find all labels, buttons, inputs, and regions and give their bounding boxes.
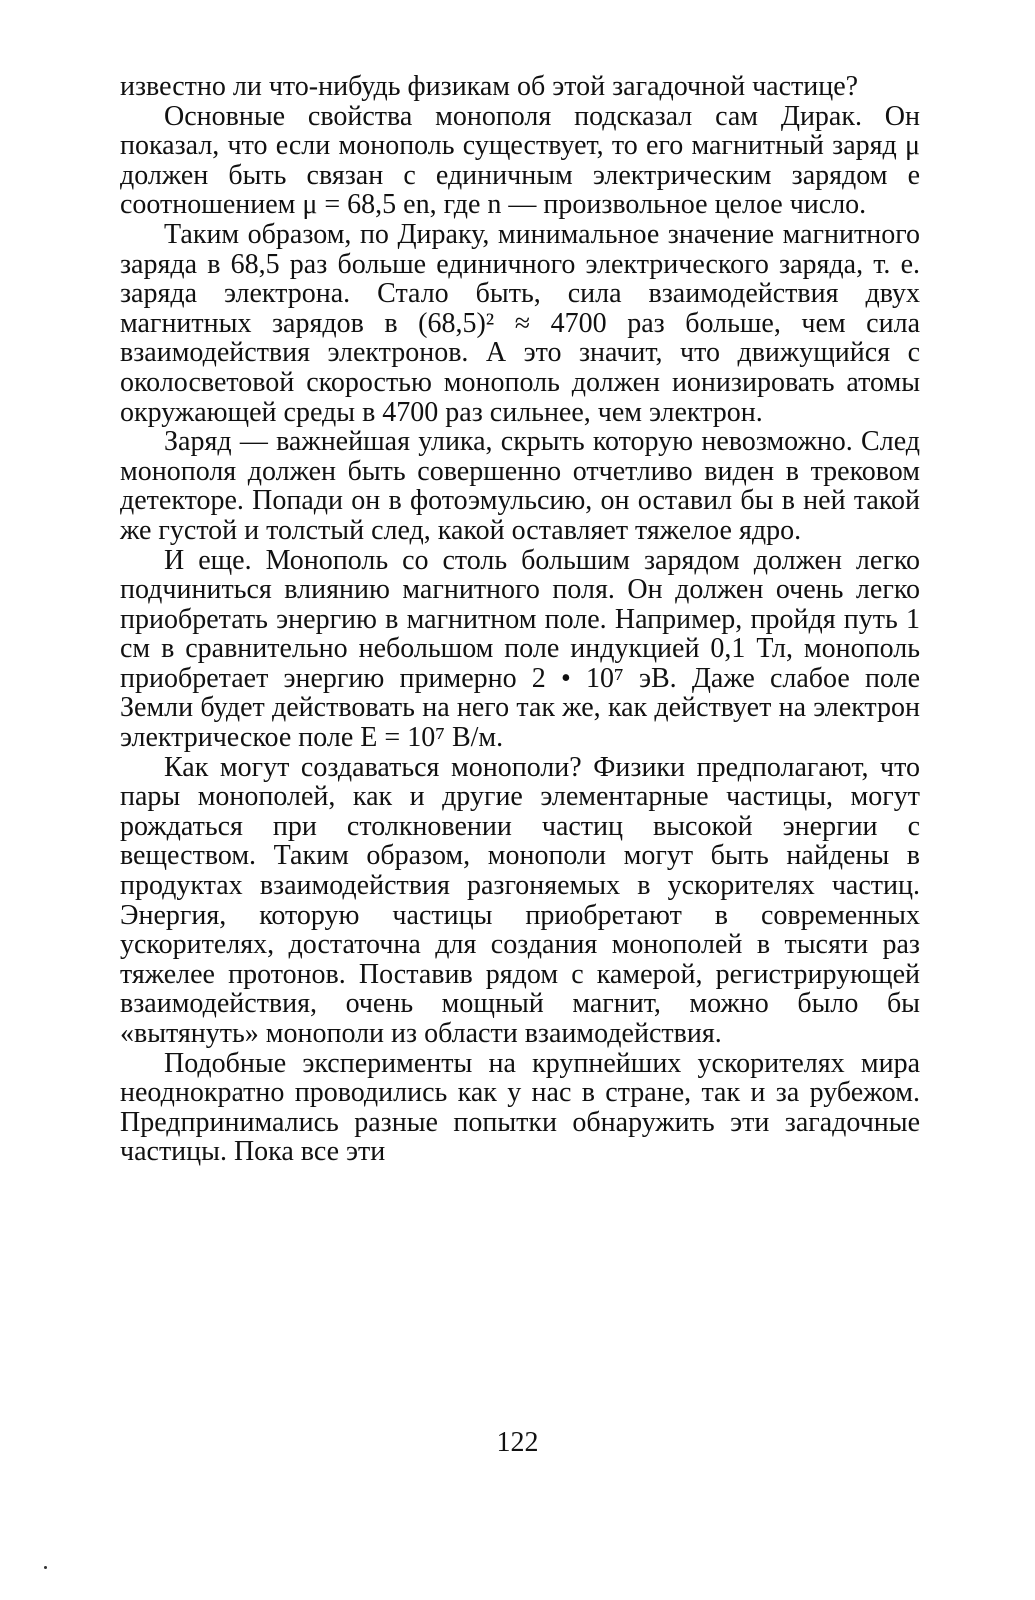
page-number: 122 (496, 1427, 539, 1458)
paragraph-charge-evidence: Заряд — важнейшая улика, скрыть которую невозможно. След монополя должен быть совершенно отчетливо виден в трековом детекторе. Попади он в фотоэмульсию, он оставил бы в ней такой же густой и толстый след, какой оставляет тяжелое ядро. (120, 426, 920, 546)
page-body (120, 72, 920, 1167)
paragraph-experiments: Подобные эксперименты на крупнейших ускорителях мира неоднократно проводились как у нас в стране, так и за рубежом. Предпринимались разные попытки обнаружить эти загадочные частицы. Пока все эти (120, 1047, 920, 1168)
paragraph-magnetic-charge: Таким образом, по Дираку, минимальное значение магнитного заряда в 68,5 раз больше единичного электрического заряда, т. е. заряда электрона. Стало быть, сила взаимодействия двух магнитных зарядов в (68,5)² ≈ 4700 раз больше, чем сила взаимодействия электронов. А это значит, что движущийся с околосветовой скоростью монополь должен ионизировать атомы окружающей среды в 4700 раз сильнее, чем электрон. (120, 218, 920, 428)
print-speck (44, 1566, 47, 1569)
paragraph-magnetic-field: И еще. Монополь со столь большим зарядом должен легко подчиниться влиянию магнитного поля. Он должен очень легко приобретать энергию в магнитном поле. Например, пройдя путь 1 см в сравнительно небольшом поле индукцией 0,1 Тл, монополь приобретает энергию примерно 2 • 10⁷ эВ. Даже слабое поле Земли будет действовать на него так же, как действует на электрон электрическое поле E = 10⁷ В/м. (120, 544, 920, 754)
paragraph-monopole-creation: Как могут создаваться монополи? Физики предполагают, что пары монополей, как и другие элементарные частицы, могут рождаться при столкновении частиц высокой энергии с веществом. Таким образом, монополи могут быть найдены в продуктах взаимодействия разгоняемых в ускорителях частиц. Энергия, которую частицы приобретают в современных ускорителях, достаточна для создания монополей в тысяти раз тяжелее протонов. Поставив рядом с камерой, регистрирующей взаимодействия, очень мощный магнит, можно было бы «вытянуть» монополи из области взаимодействия. (120, 751, 920, 1049)
paragraph-continuation: известно ли что-нибудь физикам об этой загадочной частице? (120, 71, 859, 102)
paragraph-dirac-properties: Основные свойства монополя подсказал сам Дирак. Он показал, что если монополь существует, то его магнитный заряд μ должен быть связан с единичным электрическим зарядом e соотношением μ = 68,5 en, где n — произвольное целое число. (120, 100, 920, 221)
